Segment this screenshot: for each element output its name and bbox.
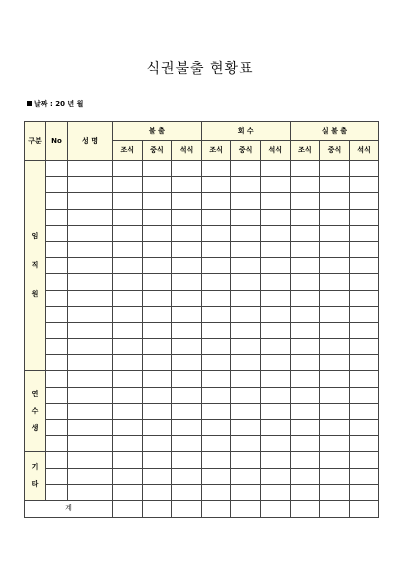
cell-no[interactable] [46,355,68,371]
cell-count[interactable] [320,322,350,338]
cell-count[interactable] [290,306,320,322]
header-no: No [46,122,68,161]
total-cell[interactable] [113,500,143,517]
cell-count[interactable] [113,177,143,193]
cell-count[interactable] [172,371,202,387]
cell-count[interactable] [172,452,202,468]
table-row [25,274,379,290]
section-char: 타 [31,480,39,489]
ticket-issue-table [24,121,379,518]
table-row [25,355,379,371]
cell-count[interactable] [172,339,202,355]
cell-count[interactable] [320,258,350,274]
cell-count[interactable] [113,484,143,500]
cell-count[interactable] [201,161,231,177]
cell-count[interactable] [201,306,231,322]
total-cell[interactable] [290,500,320,517]
cell-count[interactable] [113,371,143,387]
cell-count[interactable] [201,209,231,225]
table-row [25,387,379,403]
section-char: 연 [31,389,39,398]
table-row [25,193,379,209]
cell-count[interactable] [260,371,290,387]
cell-count[interactable] [231,209,261,225]
cell-name[interactable] [68,355,113,371]
cell-no[interactable] [46,387,68,403]
cell-count[interactable] [260,339,290,355]
total-cell[interactable] [349,500,379,517]
section-char: 생 [31,423,39,432]
sub-header: 석식 [260,141,290,161]
table-row [25,484,379,500]
cell-count[interactable] [142,468,172,484]
cell-no[interactable] [46,209,68,225]
cell-count[interactable] [172,322,202,338]
cell-count[interactable] [320,403,350,419]
cell-count[interactable] [231,306,261,322]
header-collect: 회 수 [201,122,290,141]
cell-count[interactable] [142,452,172,468]
cell-count[interactable] [231,274,261,290]
sub-header: 조식 [201,141,231,161]
cell-count[interactable] [290,387,320,403]
cell-count[interactable] [349,387,379,403]
cell-count[interactable] [142,258,172,274]
cell-count[interactable] [231,322,261,338]
cell-no[interactable] [46,436,68,452]
cell-count[interactable] [231,339,261,355]
cell-count[interactable] [260,177,290,193]
cell-count[interactable] [201,193,231,209]
cell-count[interactable] [201,322,231,338]
cell-count[interactable] [201,371,231,387]
cell-count[interactable] [231,420,261,436]
table-row [25,468,379,484]
cell-count[interactable] [290,403,320,419]
cell-count[interactable] [231,290,261,306]
cell-count[interactable] [231,484,261,500]
table-row [25,258,379,274]
cell-count[interactable] [260,241,290,257]
cell-count[interactable] [320,177,350,193]
cell-count[interactable] [201,355,231,371]
cell-count[interactable] [320,420,350,436]
section-char: 기 [31,463,39,472]
cell-name[interactable] [68,484,113,500]
cell-count[interactable] [349,290,379,306]
cell-count[interactable] [142,355,172,371]
cell-count[interactable] [142,339,172,355]
table-row [25,403,379,419]
cell-count[interactable] [290,274,320,290]
sub-header: 중식 [142,141,172,161]
cell-no[interactable] [46,306,68,322]
cell-count[interactable] [260,484,290,500]
cell-count[interactable] [172,161,202,177]
cell-count[interactable] [172,225,202,241]
cell-count[interactable] [113,225,143,241]
cell-count[interactable] [349,420,379,436]
cell-count[interactable] [201,290,231,306]
header-name: 성 명 [68,122,113,161]
cell-count[interactable] [201,484,231,500]
cell-count[interactable] [113,241,143,257]
cell-count[interactable] [290,161,320,177]
cell-name[interactable] [68,225,113,241]
cell-count[interactable] [349,339,379,355]
cell-no[interactable] [46,258,68,274]
cell-count[interactable] [260,452,290,468]
cell-count[interactable] [290,290,320,306]
cell-count[interactable] [290,225,320,241]
cell-count[interactable] [172,484,202,500]
cell-count[interactable] [231,403,261,419]
cell-count[interactable] [260,306,290,322]
cell-count[interactable] [320,306,350,322]
section-label [25,452,46,501]
cell-count[interactable] [231,468,261,484]
cell-count[interactable] [320,193,350,209]
total-cell[interactable] [260,500,290,517]
cell-count[interactable] [142,403,172,419]
table-row [25,371,379,387]
sub-header: 석식 [349,141,379,161]
cell-count[interactable] [142,484,172,500]
cell-count[interactable] [320,225,350,241]
cell-name[interactable] [68,468,113,484]
cell-count[interactable] [290,484,320,500]
cell-count[interactable] [349,161,379,177]
cell-count[interactable] [231,225,261,241]
cell-count[interactable] [349,177,379,193]
section-char: 수 [31,406,39,415]
cell-count[interactable] [142,306,172,322]
cell-count[interactable] [260,225,290,241]
table-row [25,452,379,468]
cell-name[interactable] [68,322,113,338]
total-label: 계 [25,500,113,517]
cell-count[interactable] [349,322,379,338]
cell-count[interactable] [113,306,143,322]
cell-count[interactable] [260,436,290,452]
date-line [27,99,83,109]
cell-count[interactable] [201,452,231,468]
cell-count[interactable] [201,387,231,403]
cell-count[interactable] [320,436,350,452]
cell-count[interactable] [231,193,261,209]
square-bullet-icon [27,101,32,106]
total-row [25,500,379,517]
cell-name[interactable] [68,306,113,322]
table-row [25,339,379,355]
cell-count[interactable] [113,322,143,338]
cell-name[interactable] [68,177,113,193]
cell-count[interactable] [142,241,172,257]
cell-count[interactable] [349,468,379,484]
cell-count[interactable] [290,209,320,225]
cell-no[interactable] [46,371,68,387]
cell-count[interactable] [290,452,320,468]
cell-count[interactable] [290,193,320,209]
cell-count[interactable] [113,161,143,177]
cell-count[interactable] [142,209,172,225]
cell-no[interactable] [46,241,68,257]
cell-no[interactable] [46,177,68,193]
cell-count[interactable] [290,339,320,355]
cell-count[interactable] [349,452,379,468]
cell-count[interactable] [231,241,261,257]
cell-count[interactable] [349,355,379,371]
table-row [25,209,379,225]
cell-no[interactable] [46,274,68,290]
cell-count[interactable] [172,177,202,193]
cell-no[interactable] [46,452,68,468]
cell-name[interactable] [68,452,113,468]
cell-count[interactable] [260,274,290,290]
cell-count[interactable] [320,339,350,355]
cell-count[interactable] [320,241,350,257]
cell-count[interactable] [320,274,350,290]
cell-count[interactable] [260,193,290,209]
table-row [25,177,379,193]
cell-no[interactable] [46,420,68,436]
total-cell[interactable] [201,500,231,517]
cell-count[interactable] [231,387,261,403]
cell-no[interactable] [46,161,68,177]
cell-name[interactable] [68,274,113,290]
cell-count[interactable] [290,420,320,436]
table-row [25,290,379,306]
cell-count[interactable] [290,241,320,257]
sub-header: 석식 [172,141,202,161]
cell-name[interactable] [68,339,113,355]
cell-no[interactable] [46,403,68,419]
cell-count[interactable] [142,177,172,193]
cell-count[interactable] [201,468,231,484]
table-row [25,436,379,452]
page-title: 식권불출 현황표 [146,61,254,77]
cell-count[interactable] [113,274,143,290]
cell-count[interactable] [290,322,320,338]
cell-count[interactable] [172,290,202,306]
cell-count[interactable] [172,420,202,436]
cell-count[interactable] [349,258,379,274]
table-row [25,225,379,241]
cell-count[interactable] [201,225,231,241]
cell-count[interactable] [260,161,290,177]
cell-count[interactable] [349,403,379,419]
cell-count[interactable] [260,322,290,338]
cell-count[interactable] [260,387,290,403]
cell-count[interactable] [349,371,379,387]
cell-count[interactable] [201,274,231,290]
cell-count[interactable] [349,225,379,241]
cell-count[interactable] [290,468,320,484]
cell-count[interactable] [201,177,231,193]
section-char: 원 [31,290,39,299]
cell-count[interactable] [142,436,172,452]
cell-count[interactable] [113,468,143,484]
section-label [25,161,46,371]
cell-name[interactable] [68,403,113,419]
cell-count[interactable] [320,209,350,225]
table-row [25,241,379,257]
cell-count[interactable] [142,322,172,338]
cell-count[interactable] [172,468,202,484]
cell-count[interactable] [290,258,320,274]
cell-count[interactable] [113,209,143,225]
cell-count[interactable] [320,468,350,484]
cell-no[interactable] [46,339,68,355]
cell-count[interactable] [142,225,172,241]
header-actual: 실 불 출 [290,122,379,141]
cell-count[interactable] [349,484,379,500]
cell-count[interactable] [113,290,143,306]
cell-no[interactable] [46,290,68,306]
cell-count[interactable] [260,209,290,225]
cell-count[interactable] [231,177,261,193]
header-issue: 불 출 [113,122,202,141]
date-label: 날짜 : 20 년 월 [34,100,84,108]
cell-count[interactable] [320,355,350,371]
table-row [25,306,379,322]
cell-count[interactable] [113,436,143,452]
cell-count[interactable] [142,193,172,209]
cell-count[interactable] [320,484,350,500]
cell-count[interactable] [260,290,290,306]
cell-name[interactable] [68,436,113,452]
cell-count[interactable] [113,387,143,403]
cell-name[interactable] [68,290,113,306]
cell-count[interactable] [113,339,143,355]
cell-count[interactable] [290,371,320,387]
cell-count[interactable] [172,355,202,371]
cell-count[interactable] [290,436,320,452]
cell-count[interactable] [201,258,231,274]
cell-count[interactable] [349,436,379,452]
cell-count[interactable] [113,258,143,274]
cell-count[interactable] [113,403,143,419]
cell-count[interactable] [113,452,143,468]
cell-count[interactable] [172,436,202,452]
cell-count[interactable] [172,403,202,419]
cell-no[interactable] [46,225,68,241]
cell-no[interactable] [46,193,68,209]
cell-count[interactable] [172,306,202,322]
cell-count[interactable] [172,274,202,290]
cell-count[interactable] [260,468,290,484]
cell-name[interactable] [68,161,113,177]
cell-count[interactable] [231,355,261,371]
cell-no[interactable] [46,484,68,500]
cell-count[interactable] [349,209,379,225]
cell-name[interactable] [68,387,113,403]
total-cell[interactable] [231,500,261,517]
cell-no[interactable] [46,468,68,484]
total-cell[interactable] [172,500,202,517]
section-char: 직 [31,261,39,270]
cell-count[interactable] [201,339,231,355]
cell-count[interactable] [172,241,202,257]
section-char: 임 [31,232,39,241]
cell-count[interactable] [172,258,202,274]
cell-count[interactable] [142,274,172,290]
sub-header: 중식 [320,141,350,161]
sub-header: 조식 [113,141,143,161]
cell-name[interactable] [68,193,113,209]
cell-count[interactable] [172,387,202,403]
cell-count[interactable] [142,387,172,403]
cell-count[interactable] [231,436,261,452]
cell-count[interactable] [320,290,350,306]
cell-count[interactable] [231,452,261,468]
cell-count[interactable] [349,274,379,290]
sub-header: 중식 [231,141,261,161]
cell-name[interactable] [68,241,113,257]
cell-count[interactable] [113,420,143,436]
cell-no[interactable] [46,322,68,338]
cell-count[interactable] [201,241,231,257]
cell-count[interactable] [142,371,172,387]
cell-count[interactable] [113,355,143,371]
cell-count[interactable] [349,241,379,257]
cell-count[interactable] [320,371,350,387]
cell-count[interactable] [113,193,143,209]
total-cell[interactable] [142,500,172,517]
cell-name[interactable] [68,371,113,387]
cell-count[interactable] [172,193,202,209]
cell-name[interactable] [68,209,113,225]
cell-count[interactable] [290,177,320,193]
section-label [25,371,46,452]
cell-count[interactable] [172,209,202,225]
cell-count[interactable] [231,258,261,274]
cell-count[interactable] [201,420,231,436]
cell-count[interactable] [349,306,379,322]
cell-count[interactable] [142,161,172,177]
sub-header: 조식 [290,141,320,161]
cell-count[interactable] [349,193,379,209]
cell-count[interactable] [142,420,172,436]
table-row [25,420,379,436]
cell-count[interactable] [201,436,231,452]
cell-count[interactable] [260,403,290,419]
cell-count[interactable] [320,387,350,403]
table-row [25,161,379,177]
header-category: 구분 [25,122,46,161]
cell-count[interactable] [231,161,261,177]
cell-count[interactable] [231,371,261,387]
cell-count[interactable] [201,403,231,419]
cell-name[interactable] [68,258,113,274]
table-row [25,322,379,338]
total-cell[interactable] [320,500,350,517]
cell-count[interactable] [142,290,172,306]
cell-count[interactable] [260,420,290,436]
cell-count[interactable] [260,258,290,274]
cell-name[interactable] [68,420,113,436]
cell-count[interactable] [320,161,350,177]
cell-count[interactable] [290,355,320,371]
cell-count[interactable] [260,355,290,371]
cell-count[interactable] [320,452,350,468]
